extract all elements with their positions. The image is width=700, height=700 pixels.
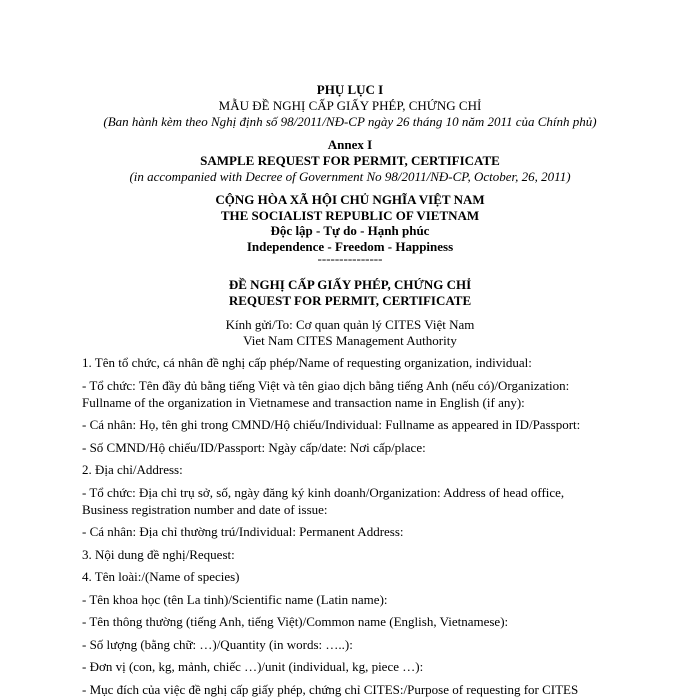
motto-en: Independence - Freedom - Happiness (246, 239, 454, 254)
addressee-en: Viet Nam CITES Management Authority (243, 333, 457, 348)
field-organization-name: - Tổ chức: Tên đầy đủ bằng tiếng Việt và tên giao dịch bằng tiếng Anh (nếu có)/Organization: (82, 378, 570, 393)
request-title-en: REQUEST FOR PERMIT, CERTIFICATE (228, 293, 472, 308)
field-requester-name: 1. Tên tổ chức, cá nhân đề nghị cấp phép/Name of requesting organization, individual: (82, 355, 532, 370)
motto-vi: Độc lập - Tự do - Hạnh phúc (270, 223, 430, 238)
country-name-en: THE SOCIALIST REPUBLIC OF VIETNAM (220, 208, 480, 223)
field-organization-address-cont: Business registration number and date of issue: (82, 502, 328, 517)
field-organization-name-cont: Fullname of the organization in Vietnamese and transaction name in English (if any): (82, 395, 525, 410)
field-individual-name: - Cá nhân: Họ, tên ghi trong CMND/Hộ chiếu/Individual: Fullname as appeared in ID/Passport: (82, 417, 581, 432)
field-request-content: 3. Nội dung đề nghị/Request: (82, 547, 235, 562)
appendix-title-vi: PHỤ LỤC I (316, 82, 384, 97)
field-organization-address: - Tổ chức: Địa chỉ trụ sở, số, ngày đăng ký kinh doanh/Organization: Address of head office, (82, 485, 565, 500)
field-id-passport: - Số CMND/Hộ chiếu/ID/Passport: Ngày cấp/date: Nơi cấp/place: (82, 440, 426, 455)
field-unit: - Đơn vị (con, kg, mảnh, chiếc …)/unit (individual, kg, piece …): (82, 659, 424, 674)
appendix-title-en: Annex I (327, 137, 373, 152)
field-scientific-name: - Tên khoa học (tên La tinh)/Scientific name (Latin name): (82, 592, 388, 607)
form-title-vi: MẪU ĐỀ NGHỊ CẤP GIẤY PHÉP, CHỨNG CHỈ (218, 98, 482, 113)
field-address: 2. Địa chỉ/Address: (82, 462, 183, 477)
field-species-name: 4. Tên loài:/(Name of species) (82, 569, 240, 584)
field-individual-address: - Cá nhân: Địa chỉ thường trú/Individual: Permanent Address: (82, 524, 404, 539)
header-divider: --------------- (317, 251, 383, 266)
addressee-vi: Kính gửi/To: Cơ quan quản lý CITES Việt Nam (225, 317, 475, 332)
field-quantity: - Số lượng (bằng chữ: …)/Quantity (in words: …..): (82, 637, 353, 652)
issued-note-vi: (Ban hành kèm theo Nghị định số 98/2011/NĐ-CP ngày 26 tháng 10 năm 2011 của Chính phủ) (103, 114, 597, 129)
field-purpose: - Mục đích của việc đề nghị cấp giấy phép, chứng chỉ CITES:/Purpose of requesting for CITES (82, 682, 579, 697)
form-title-en: SAMPLE REQUEST FOR PERMIT, CERTIFICATE (200, 153, 500, 168)
country-name-vi: CỘNG HÒA XÃ HỘI CHỦ NGHĨA VIỆT NAM (215, 192, 485, 207)
field-common-name: - Tên thông thường (tiếng Anh, tiếng Việt)/Common name (English, Vietnamese): (82, 614, 509, 629)
issued-note-en: (in accompanied with Decree of Government No 98/2011/NĐ-CP, October, 26, 2011) (129, 169, 571, 184)
request-title-vi: ĐỀ NGHỊ CẤP GIẤY PHÉP, CHỨNG CHỈ (228, 277, 472, 292)
